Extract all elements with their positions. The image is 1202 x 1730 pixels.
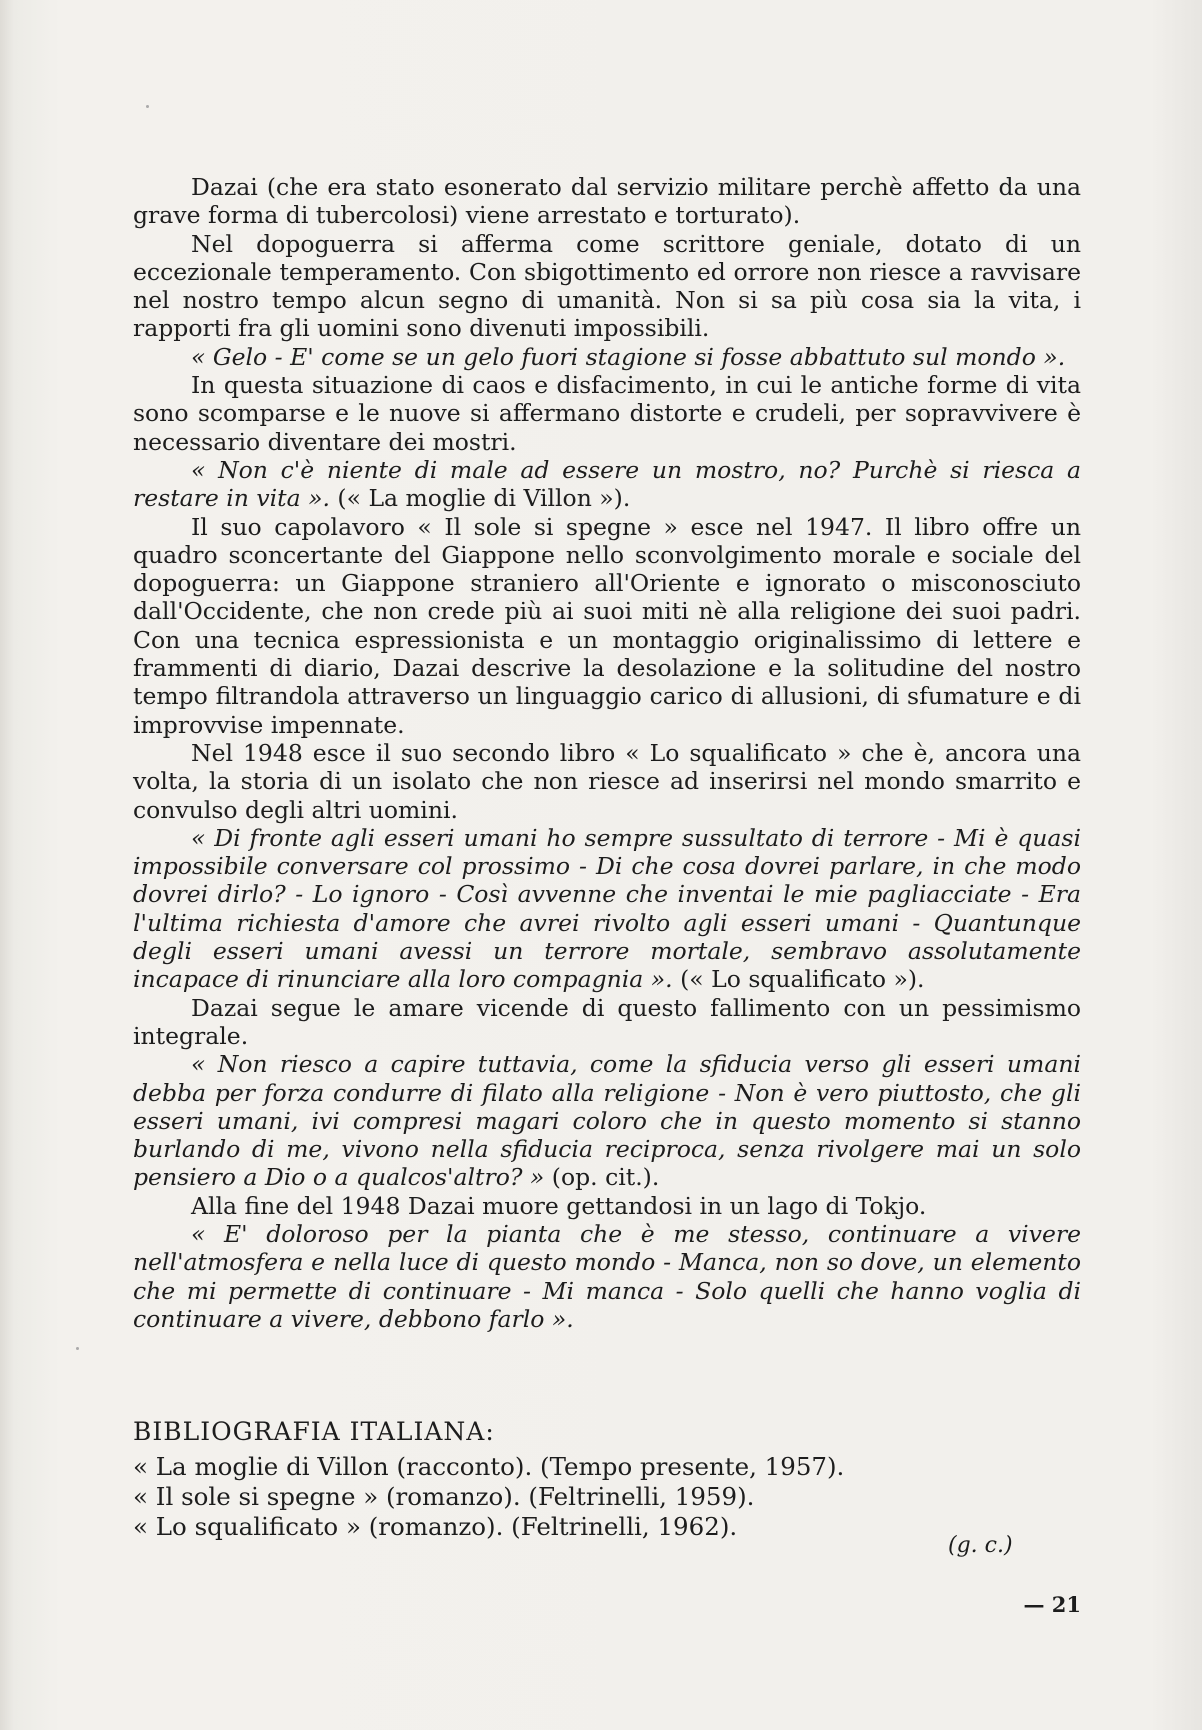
quotation: [133, 456, 1081, 513]
paper-speck: [76, 1347, 79, 1350]
quote-source: (« La moglie di Villon »).: [329, 484, 631, 513]
quote-text: « E' doloroso per la pianta che è me stesso, continuare a vivere nell'atmosfera e nella luce di questo mondo - Manca, non so dove, un elemento che mi permette di continuare - Mi manca - Solo quelli che hanno voglia di continuare a vivere, debbono farlo ».: [133, 1219, 1081, 1333]
quote-source: (« Lo squalificato »).: [672, 965, 925, 994]
paragraph: Dazai (che era stato esonerato dal servizio militare perchè affetto da una grave forma di tubercolosi) viene arrestato e torturato).: [133, 173, 1081, 230]
author-initials: (g. c.): [948, 1533, 1013, 1558]
quotation: [133, 1220, 1081, 1333]
bibliography-item: « La moglie di Villon (racconto). (Tempo presente, 1957).: [133, 1452, 845, 1481]
quote-text: « Gelo - E' come se un gelo fuori stagione si fosse abbattuto sul mondo ».: [191, 342, 1066, 371]
quotation: [133, 343, 1081, 371]
quote-text: « Non c'è niente di male ad essere un mostro, no? Purchè si riesca a restare in vita ».: [133, 455, 1081, 513]
bibliography-heading: BIBLIOGRAFIA ITALIANA:: [133, 1417, 495, 1446]
paragraph: Il suo capolavoro « Il sole si spegne » esce nel 1947. Il libro offre un quadro sconcertante del Giappone nello sconvolgimento morale e sociale del dopoguerra: un Giappone straniero all'Oriente e ignorato o misconosciuto dall'Occidente, che non crede più ai suoi miti nè alla religione dei suoi padri. Con una tecnica espressionista e un montaggio originalissimo di lettere e frammenti di diario, Dazai descrive la desolazione e la solitudine del nostro tempo filtrandola attraverso un linguaggio carico di allusioni, di sfumature e di improvvise impennate.: [133, 512, 1081, 739]
paragraph: Dazai segue le amare vicende di questo fallimento con un pessimismo integrale.: [133, 993, 1081, 1050]
body-text: [133, 173, 1081, 1333]
quote-text: « Di fronte agli esseri umani ho sempre sussultato di terrore - Mi è quasi impossibile conversare col prossimo - Di che cosa dovrei parlare, in che modo dovrei dirlo? - Lo ignoro - Così avvenne che inventai le mie pagliacciate - Era l'ultima richiesta d'amore che avrei rivolto agli esseri umani - Quantunque degli esseri umani avessi un terrore mortale, sembravo assolutamente incapace di rinunciare alla loro compagnia ».: [133, 823, 1081, 994]
paper-speck: [146, 105, 149, 108]
quotation: [133, 1050, 1081, 1191]
page-number: — 21: [1023, 1592, 1081, 1617]
paragraph: In questa situazione di caos e disfacimento, in cui le antiche forme di vita sono scomparse e le nuove si affermano distorte e crudeli, per sopravvivere è necessario diventare dei mostri.: [133, 371, 1081, 456]
bibliography-item: « Lo squalificato » (romanzo). (Feltrinelli, 1962).: [133, 1512, 738, 1541]
quotation: [133, 824, 1081, 994]
paragraph: Nel dopoguerra si afferma come scrittore geniale, dotato di un eccezionale temperamento. Con sbigottimento ed orrore non riesce a ravvisare nel nostro tempo alcun segno di umanità. Non si sa più cosa sia la vita, i rapporti fra gli uomini sono divenuti impossibili.: [133, 229, 1081, 343]
bibliography-list: [133, 1452, 844, 1542]
bibliography-item: « Il sole si spegne » (romanzo). (Feltrinelli, 1959).: [133, 1482, 755, 1511]
paragraph: Nel 1948 esce il suo secondo libro « Lo squalificato » che è, ancora una volta, la storia di un isolato che non riesce ad inserirsi nel mondo smarrito e convulso degli altri uomini.: [133, 738, 1081, 824]
quote-source: (op. cit.).: [544, 1163, 660, 1192]
quote-text: « Non riesco a capire tuttavia, come la sfiducia verso gli esseri umani debba per forza condurre di filato alla religione - Non è vero piuttosto, che gli esseri umani, ivi compresi magari coloro che in questo momento si stanno burlando di me, vivono nella sfiducia reciproca, senza rivolgere mai un solo pensiero a Dio o a qualcos'altro? »: [133, 1050, 1081, 1192]
paragraph: Alla fine del 1948 Dazai muore gettandosi in un lago di Tokjo.: [191, 1191, 927, 1220]
